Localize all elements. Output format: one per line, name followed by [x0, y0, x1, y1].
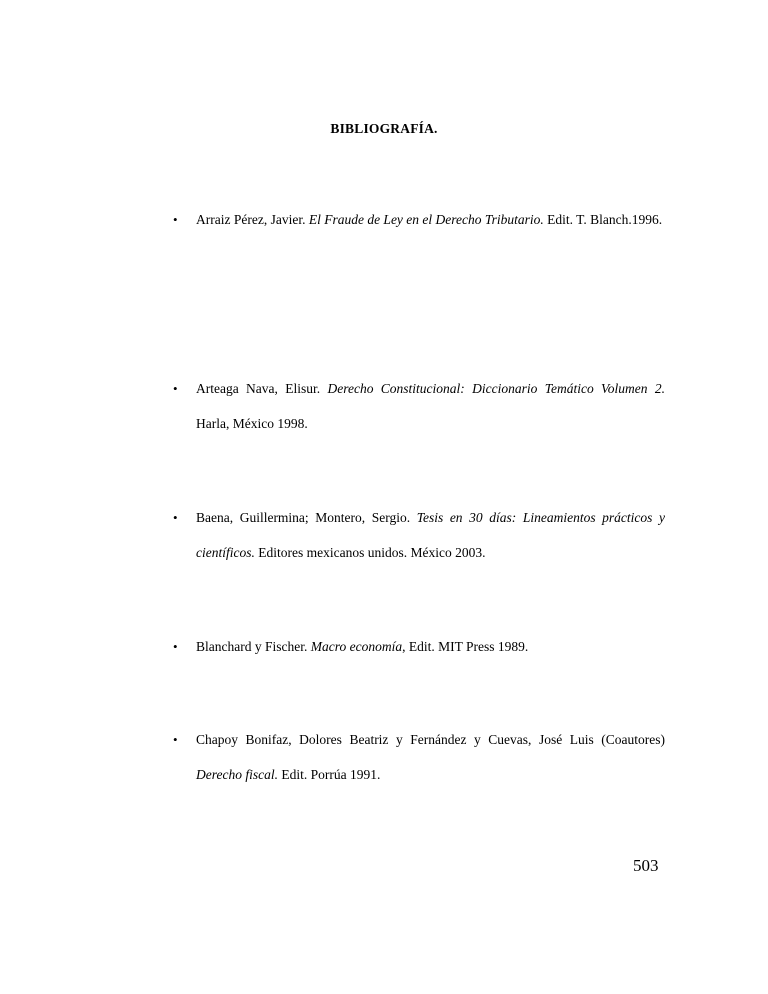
entry-authors: Arteaga Nava, Elisur.: [196, 381, 328, 396]
entry-publisher: Edit. Porrúa 1991.: [277, 767, 381, 782]
entry-publisher: Edit. T. Blanch.1996.: [543, 212, 663, 227]
entry-authors: Blanchard y Fischer.: [196, 639, 311, 654]
bullet-icon: •: [173, 381, 178, 396]
entry-work-title: Derecho fiscal.: [196, 767, 278, 782]
bibliography-entry: [196, 202, 665, 237]
page-title: BIBLIOGRAFÍA.: [330, 121, 438, 136]
page-number: 503: [633, 856, 659, 875]
entry-publisher: , Edit. MIT Press 1989.: [402, 639, 529, 654]
entry-work-title: Macro economía: [310, 639, 403, 654]
bibliography-entry: [196, 722, 665, 792]
entry-publisher: Harla, México 1998.: [196, 416, 308, 431]
entry-authors: Chapoy Bonifaz, Dolores Beatriz y Fernández y Cuevas, José Luis (Coautores): [196, 732, 665, 747]
bullet-icon: •: [173, 732, 178, 747]
bullet-icon: •: [173, 639, 178, 654]
entry-publisher: Editores mexicanos unidos. México 2003.: [254, 545, 486, 560]
entry-authors: Arraiz Pérez, Javier.: [196, 212, 309, 227]
bibliography-entry: [196, 629, 665, 664]
entry-work-title: El Fraude de Ley en el Derecho Tributario.: [308, 212, 544, 227]
bibliography-entry: [196, 371, 665, 441]
bullet-icon: •: [173, 510, 178, 525]
entry-authors: Baena, Guillermina; Montero, Sergio.: [196, 510, 417, 525]
entry-work-title: Tesis en 30 días: Lineamientos prácticos y científicos.: [196, 510, 665, 560]
bullet-icon: •: [173, 212, 178, 227]
entry-work-title: Derecho Constitucional: Diccionario Temático Volumen 2.: [327, 381, 665, 396]
bibliography-entry: [196, 500, 665, 570]
